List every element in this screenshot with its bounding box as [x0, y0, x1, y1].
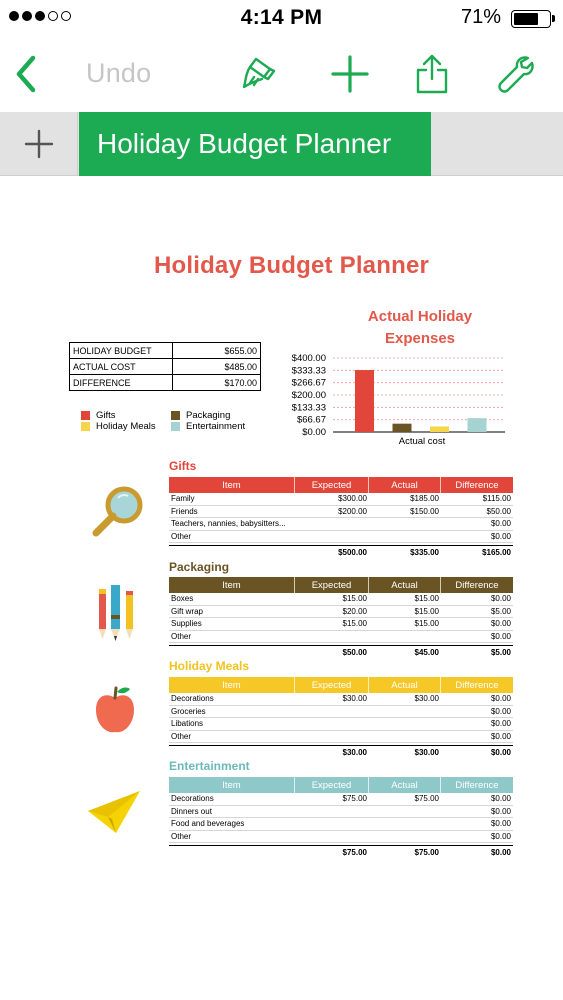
- table-row: [169, 818, 513, 831]
- cell-difference[interactable]: $0.00: [490, 719, 511, 729]
- total-actual[interactable]: $335.00: [410, 548, 439, 557]
- cell-difference[interactable]: $0.00: [490, 831, 511, 841]
- chart-title: Actual Holiday Expenses: [367, 308, 473, 347]
- cell-item[interactable]: Other: [171, 731, 192, 741]
- cell-expected[interactable]: $15.00: [342, 619, 367, 629]
- section-title-holiday-meals: Holiday Meals: [169, 659, 250, 673]
- apple-icon: [94, 684, 136, 736]
- cell-actual[interactable]: $185.00: [410, 494, 439, 504]
- col-header-difference[interactable]: Difference: [455, 479, 499, 491]
- summary-label[interactable]: HOLIDAY BUDGET: [70, 343, 173, 359]
- y-tick-label: $133.33: [291, 402, 326, 414]
- battery-percent: 71%: [460, 6, 501, 28]
- total-actual[interactable]: $30.00: [414, 748, 439, 757]
- cell-item[interactable]: Food and beverages: [171, 819, 245, 829]
- col-header-expected[interactable]: Expected: [295, 677, 369, 693]
- y-tick-label: $333.33: [291, 365, 326, 377]
- total-difference[interactable]: $5.00: [490, 648, 511, 657]
- col-header-difference[interactable]: Difference: [455, 779, 499, 791]
- table-row: [169, 593, 513, 606]
- sheet-tab-bar: [0, 112, 563, 176]
- cell-item[interactable]: Teachers, nannies, babysitters...: [171, 519, 286, 529]
- total-difference[interactable]: $165.00: [482, 548, 511, 557]
- cell-item[interactable]: Groceries: [171, 706, 206, 716]
- total-expected[interactable]: $50.00: [342, 648, 367, 657]
- legend-label: Packaging: [186, 410, 231, 421]
- table-row: [169, 731, 513, 744]
- table-row: [169, 793, 513, 806]
- bar-holiday-meals: [430, 426, 449, 432]
- col-header-actual[interactable]: Actual: [369, 577, 441, 593]
- cell-expected[interactable]: $20.00: [342, 606, 367, 616]
- table-row: [169, 631, 513, 644]
- col-header-item[interactable]: Item: [169, 777, 295, 793]
- paintbrush-icon[interactable]: [239, 52, 283, 96]
- table-row: [169, 693, 513, 706]
- packaging-table: [169, 577, 513, 659]
- table-total-row: [169, 845, 513, 859]
- cell-item[interactable]: Friends: [171, 506, 198, 516]
- legend-swatch: [81, 411, 90, 420]
- share-icon[interactable]: [410, 52, 454, 96]
- expenses-chart[interactable]: [283, 350, 513, 450]
- cell-expected[interactable]: $200.00: [338, 506, 367, 516]
- table-header: [169, 777, 513, 793]
- cell-actual[interactable]: $150.00: [410, 506, 439, 516]
- cell-actual[interactable]: $75.00: [414, 794, 439, 804]
- cell-actual[interactable]: $30.00: [414, 694, 439, 704]
- total-difference[interactable]: $0.00: [490, 748, 511, 757]
- y-tick-label: $400.00: [291, 353, 326, 364]
- table-row: [169, 706, 513, 719]
- undo-button[interactable]: Undo: [86, 58, 152, 88]
- cell-actual[interactable]: $15.00: [414, 619, 439, 629]
- cell-expected[interactable]: $75.00: [342, 794, 367, 804]
- legend-label: Entertainment: [186, 421, 246, 432]
- status-time: 4:14 PM: [240, 6, 323, 29]
- section-title-entertainment: Entertainment: [169, 759, 250, 773]
- cell-item[interactable]: Gift wrap: [171, 606, 204, 616]
- cell-difference[interactable]: $0.00: [490, 594, 511, 604]
- cell-difference[interactable]: $0.00: [490, 706, 511, 716]
- cell-difference[interactable]: $0.00: [490, 531, 511, 541]
- col-header-item[interactable]: Item: [169, 677, 295, 693]
- plus-icon: [24, 129, 54, 159]
- battery-fill: [514, 13, 538, 25]
- cell-difference[interactable]: $0.00: [490, 631, 511, 641]
- plus-icon[interactable]: [328, 52, 372, 96]
- gifts-table: [169, 477, 513, 559]
- table-row: [169, 493, 513, 506]
- col-header-actual[interactable]: Actual: [369, 477, 441, 493]
- legend-label: Gifts: [96, 410, 116, 421]
- cell-expected[interactable]: $300.00: [338, 494, 367, 504]
- total-actual[interactable]: $45.00: [414, 648, 439, 657]
- cell-difference[interactable]: $0.00: [490, 794, 511, 804]
- summary-value[interactable]: $170.00: [173, 375, 261, 391]
- holiday-meals-table: [169, 677, 513, 759]
- summary-value[interactable]: $655.00: [173, 343, 261, 359]
- total-actual[interactable]: $75.00: [414, 848, 439, 857]
- table-row: [169, 518, 513, 531]
- status-bar: [0, 0, 563, 38]
- cell-difference[interactable]: $50.00: [486, 506, 511, 516]
- cell-item[interactable]: Dinners out: [171, 806, 212, 816]
- total-expected[interactable]: $500.00: [338, 548, 367, 557]
- cell-difference[interactable]: $0.00: [490, 519, 511, 529]
- cell-item[interactable]: Other: [171, 631, 192, 641]
- table-total-row: [169, 645, 513, 659]
- battery-icon: [511, 10, 551, 28]
- col-header-actual[interactable]: Actual: [369, 677, 441, 693]
- document-title: Holiday Budget Planner: [153, 252, 430, 279]
- table-row: [169, 831, 513, 844]
- cell-expected[interactable]: $15.00: [342, 594, 367, 604]
- bar-gifts: [355, 370, 374, 432]
- cell-item[interactable]: Family: [171, 494, 195, 504]
- table-header: [169, 577, 513, 593]
- entertainment-table: [169, 777, 513, 859]
- legend-swatch: [171, 422, 180, 431]
- cell-difference[interactable]: $5.00: [490, 606, 511, 616]
- y-tick-label: $66.67: [296, 414, 326, 426]
- cell-difference[interactable]: $115.00: [482, 494, 511, 504]
- summary-label[interactable]: DIFFERENCE: [70, 375, 173, 391]
- magnifying-glass-icon: [88, 483, 146, 541]
- summary-label[interactable]: ACTUAL COST: [70, 359, 173, 375]
- col-header-expected[interactable]: Expected: [295, 777, 369, 793]
- cell-difference[interactable]: $0.00: [490, 694, 511, 704]
- legend-label: Holiday Meals: [96, 421, 156, 432]
- legend-item: [81, 421, 156, 432]
- y-tick-label: $200.00: [291, 390, 326, 401]
- cell-difference[interactable]: $0.00: [490, 819, 511, 829]
- bar-packaging: [393, 424, 412, 432]
- cell-item[interactable]: Other: [171, 531, 192, 541]
- chart-canvas: [283, 350, 513, 450]
- col-header-item[interactable]: Item: [169, 577, 295, 593]
- cell-difference[interactable]: $0.00: [490, 619, 511, 629]
- table-row: [169, 606, 513, 619]
- add-sheet-button[interactable]: [0, 112, 78, 176]
- table-total-row: [169, 545, 513, 559]
- cell-actual[interactable]: $15.00: [414, 606, 439, 616]
- cell-difference[interactable]: $0.00: [490, 731, 511, 741]
- table-row: [169, 531, 513, 544]
- pencils-icon: [95, 585, 141, 643]
- summary-row: [70, 359, 261, 375]
- wrench-icon[interactable]: [494, 52, 538, 96]
- total-difference[interactable]: $0.00: [490, 848, 511, 857]
- cell-item[interactable]: Supplies: [171, 619, 202, 629]
- legend-item: [81, 410, 116, 421]
- col-header-expected[interactable]: Expected: [295, 577, 369, 593]
- table-header: [169, 477, 513, 493]
- total-expected[interactable]: $75.00: [342, 848, 367, 857]
- toolbar: [0, 38, 563, 110]
- legend-swatch: [81, 422, 90, 431]
- cell-item[interactable]: Boxes: [171, 594, 194, 604]
- cell-expected[interactable]: $30.00: [342, 694, 367, 704]
- col-header-actual[interactable]: Actual: [369, 777, 441, 793]
- total-expected[interactable]: $30.00: [342, 748, 367, 757]
- table-row: [169, 618, 513, 631]
- cell-item[interactable]: Decorations: [171, 794, 214, 804]
- table-total-row: [169, 745, 513, 759]
- summary-row: [70, 375, 261, 391]
- tab-holiday-budget-planner[interactable]: Holiday Budget Planner: [79, 112, 431, 176]
- legend-item: [171, 421, 245, 432]
- table-row: [169, 718, 513, 731]
- legend-item: [171, 410, 230, 421]
- y-tick-label: $266.67: [291, 377, 326, 389]
- x-axis-label: Actual cost: [398, 436, 446, 447]
- battery-tip: [552, 15, 555, 22]
- summary-row: [70, 343, 261, 359]
- cell-item[interactable]: Decorations: [171, 694, 214, 704]
- col-header-difference[interactable]: Difference: [455, 679, 499, 691]
- y-tick-label: $0.00: [302, 427, 326, 438]
- cell-item[interactable]: Libations: [171, 719, 204, 729]
- paper-plane-icon: [86, 789, 142, 835]
- table-header: [169, 677, 513, 693]
- cell-item[interactable]: Other: [171, 831, 192, 841]
- table-row: [169, 506, 513, 519]
- summary-table: [69, 342, 261, 391]
- bar-entertainment: [468, 418, 487, 432]
- summary-value[interactable]: $485.00: [173, 359, 261, 375]
- section-title-gifts: Gifts: [169, 459, 197, 473]
- cell-difference[interactable]: $0.00: [490, 806, 511, 816]
- legend-swatch: [171, 411, 180, 420]
- col-header-expected[interactable]: Expected: [295, 477, 369, 493]
- section-title-packaging: Packaging: [169, 560, 230, 574]
- col-header-difference[interactable]: Difference: [455, 579, 499, 591]
- table-row: [169, 806, 513, 819]
- col-header-item[interactable]: Item: [169, 477, 295, 493]
- chevron-left-icon[interactable]: [4, 52, 48, 96]
- cell-actual[interactable]: $15.00: [414, 594, 439, 604]
